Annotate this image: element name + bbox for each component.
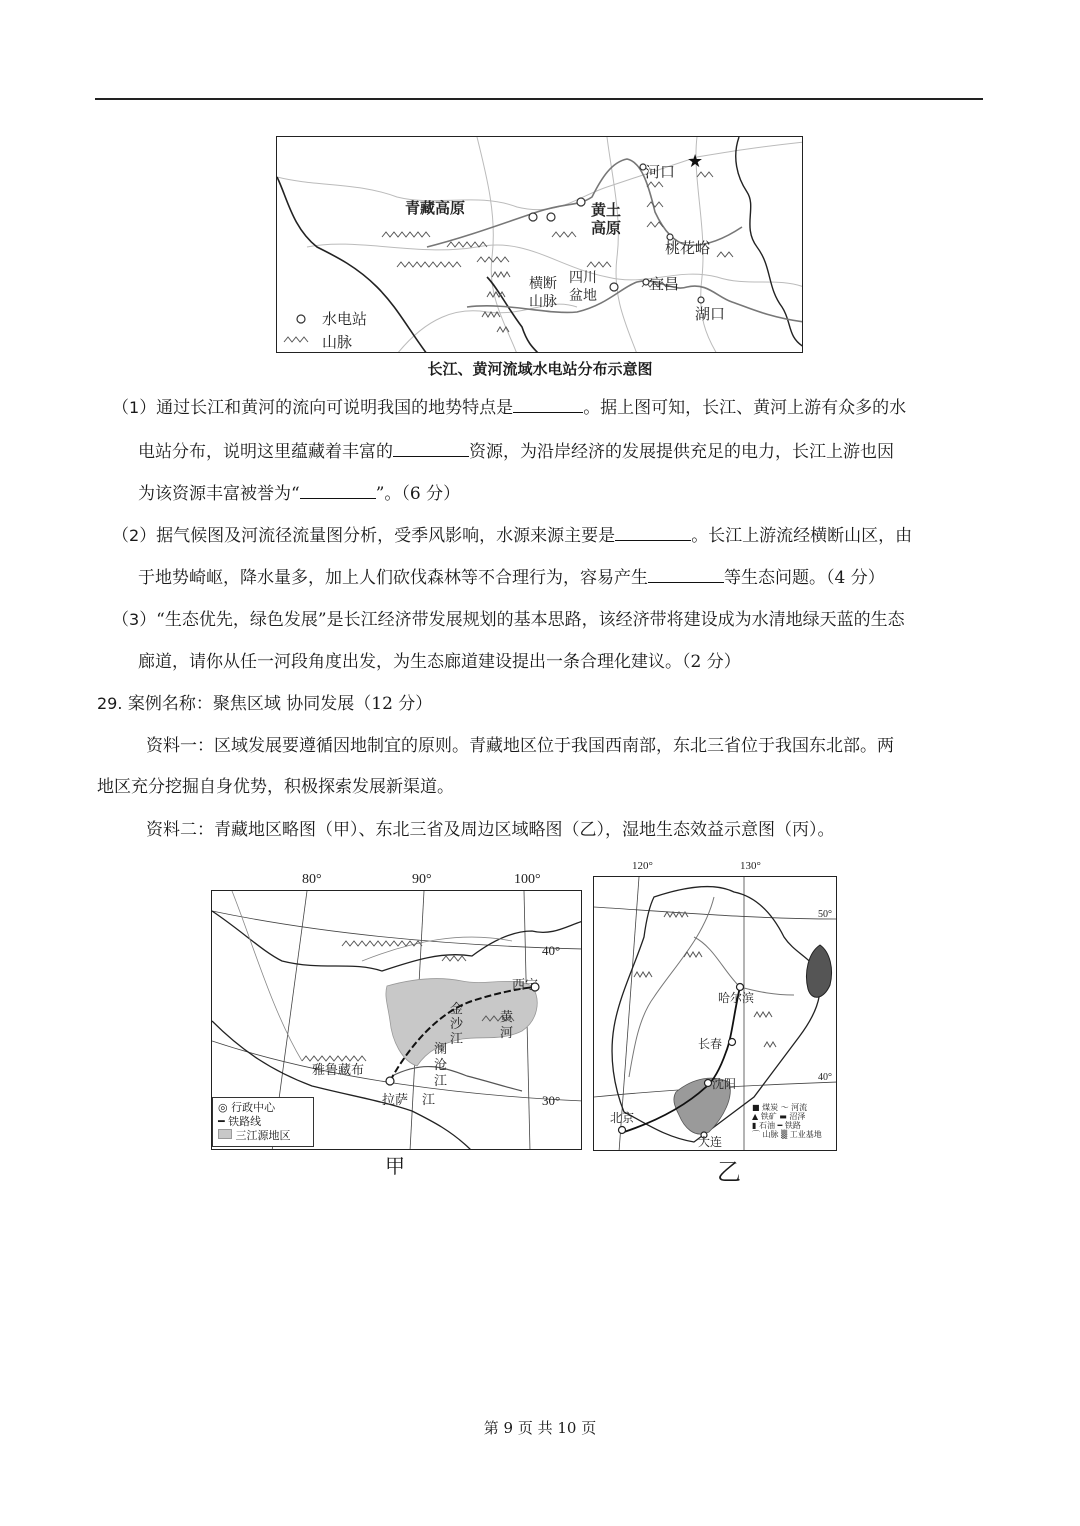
question-1-line-2: 电站分布，说明这里蕴藏着丰富的 资源，为沿岸经济的发展提供充足的电力，长江上游也因 xyxy=(138,442,894,462)
question-29-title: 29. 案例名称：聚焦区域 协同发展（12 分） xyxy=(97,694,433,714)
label-hekou: 河口 xyxy=(645,163,676,181)
question-1-line-1: （1）通过长江和黄河的流向可说明我国的地势特点是 。据上图可知，长江、黄河上游有众多的水 xyxy=(112,398,907,418)
tick-lon-130: 130° xyxy=(740,860,761,872)
label-changchun: 长春 xyxy=(698,1037,723,1051)
tick-lon-120: 120° xyxy=(632,860,653,872)
tick-lon-90: 90° xyxy=(412,872,432,887)
label-dalian: 大连 xyxy=(698,1135,723,1149)
legend-capital: ◎ 行政中心 xyxy=(218,1101,276,1114)
question-1-line-3: 为该资源丰富被誉为“ ”。（6 分） xyxy=(138,484,461,504)
label-loess-plateau: 黄土 高原 xyxy=(591,201,622,237)
legend-row-3: ▮ 石油 ━ 铁路 xyxy=(752,1121,801,1130)
label-shenyang: 沈阳 xyxy=(712,1077,737,1091)
label-beijing: 北京 xyxy=(610,1111,635,1125)
label-jinsha-river: 金 沙 江 xyxy=(450,1001,464,1046)
tick-lat-50: 50° xyxy=(818,909,832,920)
tick-lon-80: 80° xyxy=(302,872,322,887)
header-rule xyxy=(95,98,983,100)
legend-row-2: ▲ 铁矿 ▬ 沼泽 xyxy=(752,1112,806,1121)
answer-blank-1 xyxy=(513,398,583,413)
label-qingzang-plateau: 青藏高原 xyxy=(405,199,466,217)
legend-railway: ━ 铁路线 xyxy=(218,1115,262,1128)
legend-row-1: ■ 煤炭 〜 河流 xyxy=(752,1103,808,1112)
label-river-jiang: 江 xyxy=(422,1092,436,1107)
legend-hydro-station: 水电站 xyxy=(322,310,368,328)
material-1-line-2: 地区充分挖掘自身优势，积极探索发展新渠道。 xyxy=(97,777,454,797)
label-lancang-river: 澜 沧 江 xyxy=(434,1041,448,1088)
label-yarlung-tsangpo: 雅鲁藏布 xyxy=(312,1062,365,1077)
label-yichang: 宜昌 xyxy=(649,275,680,293)
tick-lat-30: 30° xyxy=(542,1093,561,1108)
label-yellow-river: 黄 河 xyxy=(500,1009,514,1040)
answer-blank-3 xyxy=(300,484,376,499)
label-hengduan-mountains: 横断 山脉 xyxy=(529,276,557,310)
tick-lat-40-yi: 40° xyxy=(818,1072,832,1083)
label-hukou: 湖口 xyxy=(695,305,726,323)
map-jia-qingzang xyxy=(211,890,582,1150)
label-xining: 西宁 xyxy=(512,977,539,992)
map-jia-legend xyxy=(212,1097,314,1147)
question-2-line-2: 于地势崎岖，降水量多，加上人们砍伐森林等不合理行为，容易产生 等生态问题。（4 分） xyxy=(138,568,885,588)
question-3-line-2: 廊道，请你从任一河段角度出发，为生态廊道建设提出一条合理化建议。（2 分） xyxy=(138,652,741,672)
map1-caption: 长江、黄河流域水电站分布示意图 xyxy=(427,360,653,378)
question-3-line-1: （3）“生态优先，绿色发展”是长江经济带发展规划的基本思路，该经济带将建设成为水清地绿天蓝的生态 xyxy=(112,610,905,630)
question-2-line-1: （2）据气候图及河流径流量图分析，受季风影响，水源来源主要是 。长江上游流经横断山区，由 xyxy=(112,526,913,546)
map-jia-sublabel: 甲 xyxy=(385,1154,405,1178)
tick-lon-100: 100° xyxy=(514,872,541,887)
map-yi-northeast xyxy=(593,876,837,1151)
label-harbin: 哈尔滨 xyxy=(718,991,755,1005)
label-lhasa: 拉萨 xyxy=(382,1092,409,1107)
page-footer: 第 9 页 共 10 页 xyxy=(483,1419,597,1437)
answer-blank-4 xyxy=(615,526,691,541)
label-taohuayu: 桃花峪 xyxy=(665,239,711,257)
map-yi-legend xyxy=(752,1103,822,1139)
yangtze-yellow-river-map xyxy=(276,136,803,353)
map-yi-sublabel: 乙 xyxy=(717,1158,741,1186)
legend-row-4: ⌒ 山脉 ▒ 工业基地 xyxy=(752,1130,822,1139)
legend-sanjiangyuan: 三江源地区 xyxy=(218,1129,308,1143)
label-sichuan-basin: 四川 盆地 xyxy=(569,270,597,304)
svg-text:★: ★ xyxy=(687,151,704,172)
tick-lat-40: 40° xyxy=(542,943,561,958)
answer-blank-2 xyxy=(393,442,469,457)
answer-blank-5 xyxy=(648,568,724,583)
material-1-line-1: 资料一：区域发展要遵循因地制宜的原则。青藏地区位于我国西南部，东北三省位于我国东北部。两 xyxy=(146,736,894,756)
material-2: 资料二：青藏地区略图（甲）、东北三省及周边区域略图（乙），湿地生态效益示意图（丙）。 xyxy=(146,820,835,840)
legend-mountain: 山脉 xyxy=(322,333,353,351)
